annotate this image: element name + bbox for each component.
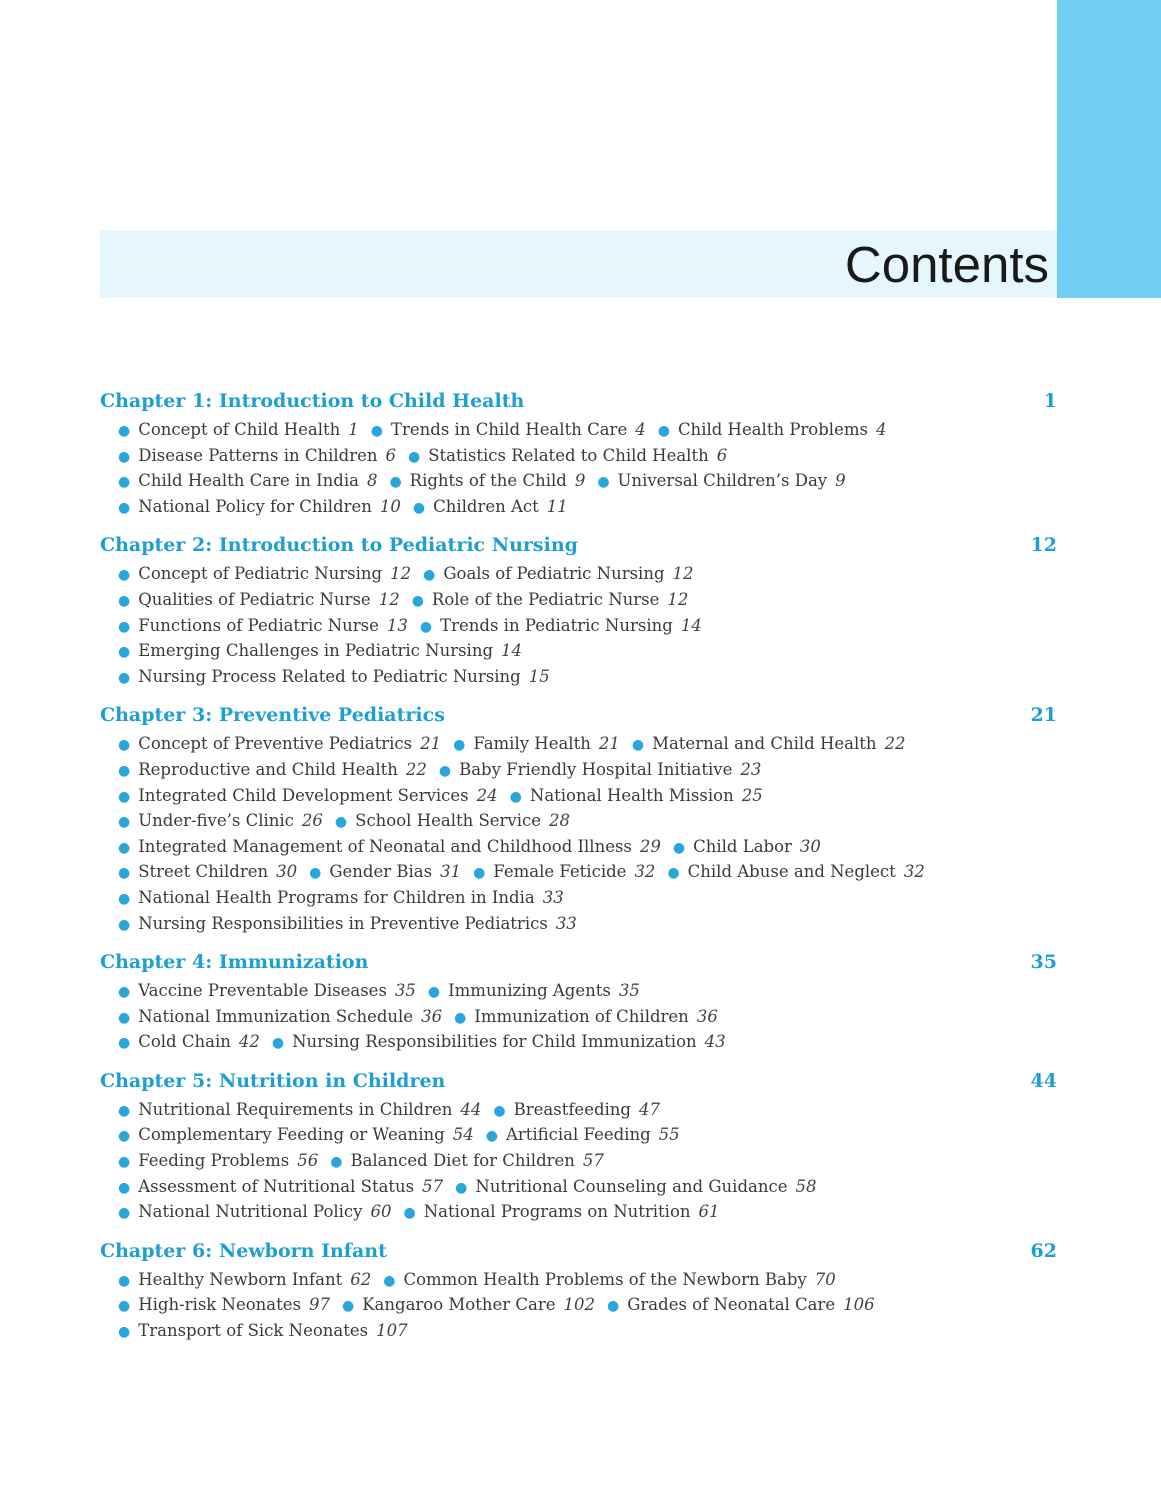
entry-title: Child Abuse and Neglect — [687, 862, 896, 882]
entry-page-number: 44 — [460, 1099, 482, 1119]
toc-entry[interactable] — [118, 641, 522, 660]
toc-entry[interactable] — [118, 1032, 260, 1051]
bullet-icon: ● — [118, 1205, 131, 1222]
bullet-icon: ● — [118, 916, 131, 933]
toc-line — [118, 860, 1057, 886]
chapter-title: Chapter 5: Nutrition in Children — [100, 1069, 446, 1092]
toc-entry[interactable] — [585, 471, 845, 490]
entry-title: Female Feticide — [493, 862, 627, 882]
toc-entry[interactable] — [118, 1295, 330, 1314]
bullet-icon: ● — [342, 1298, 355, 1315]
entry-page-number: 36 — [421, 1006, 443, 1026]
entry-page-number: 57 — [422, 1176, 444, 1196]
entry-page-number: 62 — [350, 1269, 372, 1289]
bullet-icon: ● — [118, 592, 131, 609]
entry-title: Integrated Child Development Services — [138, 785, 469, 805]
entry-page-number: 61 — [698, 1202, 720, 1222]
chapter-heading[interactable] — [100, 532, 1057, 558]
bullet-icon: ● — [118, 1298, 131, 1315]
entry-page-number: 28 — [549, 811, 571, 831]
entry-page-number: 70 — [814, 1269, 836, 1289]
entry-page-number: 10 — [379, 496, 401, 516]
entry-page-number: 106 — [843, 1295, 875, 1315]
entry-title: Role of the Pediatric Nurse — [431, 589, 660, 609]
chapter-heading[interactable] — [100, 702, 1057, 728]
section-list — [100, 1264, 1057, 1345]
entry-page-number: 36 — [696, 1006, 718, 1026]
entry-page-number: 13 — [386, 615, 408, 635]
toc-entry[interactable] — [359, 420, 646, 439]
bullet-icon: ● — [631, 737, 645, 754]
toc-line — [118, 562, 1057, 588]
entry-page-number: 58 — [795, 1176, 817, 1196]
bullet-icon: ● — [118, 1009, 131, 1026]
section-list — [100, 728, 1057, 937]
entry-title: Trends in Pediatric Nursing — [440, 615, 673, 635]
toc-entry[interactable] — [118, 590, 400, 609]
toc-entry[interactable] — [443, 1177, 816, 1196]
entry-page-number: 43 — [704, 1032, 726, 1052]
entry-page-number: 31 — [440, 862, 462, 882]
bullet-icon: ● — [438, 762, 452, 779]
entry-page-number: 97 — [309, 1295, 330, 1315]
toc-line — [118, 886, 1057, 912]
entry-title: Common Health Problems of the Newborn Baby — [403, 1269, 807, 1289]
bullet-icon: ● — [118, 788, 131, 805]
toc-entry[interactable] — [323, 811, 570, 830]
entry-page-number: 4 — [635, 420, 646, 439]
bullet-icon: ● — [453, 737, 466, 754]
toc-entry[interactable] — [118, 446, 396, 465]
entry-page-number: 102 — [563, 1295, 596, 1315]
entry-title: National Health Programs for Children in India — [138, 887, 535, 907]
toc-entry[interactable] — [118, 760, 427, 779]
entry-page-number: 60 — [370, 1202, 392, 1222]
chapter-4 — [100, 949, 1057, 1056]
entry-title: Feeding Problems — [138, 1151, 290, 1171]
bullet-icon: ● — [118, 423, 131, 439]
toc-entry[interactable] — [118, 837, 661, 856]
bullet-icon: ● — [455, 1179, 468, 1196]
toc-line — [118, 835, 1057, 861]
toc-line — [118, 732, 1057, 758]
toc-entry[interactable] — [118, 1202, 392, 1221]
chapter-3 — [100, 702, 1057, 937]
chapter-heading[interactable] — [100, 1068, 1057, 1094]
toc-line — [118, 758, 1057, 784]
toc-entry[interactable] — [595, 1295, 875, 1314]
entry-title: Child Health Care in India — [138, 471, 359, 491]
bullet-icon: ● — [118, 890, 131, 907]
toc-line — [118, 418, 1057, 444]
toc-entry[interactable] — [396, 446, 727, 465]
entry-page-number: 26 — [301, 811, 323, 831]
chapter-heading[interactable] — [100, 388, 1057, 414]
entry-page-number: 25 — [741, 785, 763, 805]
toc-entry[interactable] — [118, 564, 411, 583]
toc-entry[interactable] — [427, 760, 762, 779]
entry-page-number: 55 — [658, 1125, 680, 1145]
bullet-icon: ● — [118, 814, 131, 831]
bullet-icon: ● — [118, 762, 131, 779]
toc-entry[interactable] — [416, 981, 640, 1000]
entry-title: Concept of Child Health — [138, 420, 341, 439]
entry-title: Concept of Pediatric Nursing — [138, 564, 383, 584]
chapter-title: Chapter 6: Newborn Infant — [100, 1239, 387, 1262]
toc-entry[interactable] — [118, 420, 359, 439]
entry-title: Maternal and Child Health — [652, 734, 877, 754]
bullet-icon: ● — [403, 1205, 416, 1222]
bullet-icon: ● — [419, 618, 433, 635]
toc-line — [118, 1098, 1057, 1124]
entry-page-number: 12 — [390, 564, 412, 584]
entry-title: Immunization of Children — [474, 1006, 689, 1026]
entry-title: Child Health Problems — [677, 420, 868, 439]
entry-page-number: 11 — [546, 496, 568, 516]
entry-title: Street Children — [138, 862, 269, 882]
bullet-icon: ● — [118, 1324, 131, 1341]
toc-line — [118, 912, 1057, 938]
bullet-icon: ● — [118, 474, 131, 491]
bullet-icon: ● — [607, 1298, 620, 1315]
section-list — [100, 975, 1057, 1056]
toc-line — [118, 979, 1057, 1005]
chapter-page-number: 44 — [1030, 1069, 1057, 1092]
chapter-title: Chapter 3: Preventive Pediatrics — [100, 704, 445, 727]
section-list — [100, 558, 1057, 690]
entry-page-number: 12 — [672, 564, 694, 584]
bullet-icon: ● — [118, 984, 131, 1001]
bullet-icon: ● — [334, 814, 348, 831]
toc-entry[interactable] — [118, 1151, 318, 1170]
bullet-icon: ● — [118, 1179, 131, 1196]
entry-page-number: 54 — [452, 1125, 474, 1145]
entry-title: School Health Service — [355, 811, 542, 831]
toc-entry[interactable] — [118, 1007, 442, 1026]
toc-line — [118, 1319, 1057, 1345]
entry-title: Reproductive and Child Health — [138, 759, 398, 779]
entry-title: Family Health — [473, 734, 591, 754]
entry-page-number: 33 — [555, 913, 577, 933]
section-list — [100, 414, 1057, 520]
entry-title: National Policy for Children — [138, 496, 372, 516]
bullet-icon: ● — [330, 1154, 343, 1171]
toc-line — [118, 614, 1057, 640]
entry-page-number: 29 — [639, 836, 661, 856]
bullet-icon: ● — [485, 1128, 498, 1145]
entry-page-number: 23 — [740, 759, 762, 779]
entry-title: Grades of Neonatal Care — [627, 1295, 836, 1315]
bullet-icon: ● — [118, 1102, 131, 1119]
toc-entry[interactable] — [118, 1125, 474, 1144]
entry-page-number: 35 — [394, 981, 416, 1001]
toc-entry[interactable] — [118, 1177, 443, 1196]
bullet-icon: ● — [118, 865, 131, 882]
bullet-icon: ● — [118, 669, 131, 686]
entry-title: Nursing Responsibilities for Child Immunization — [292, 1032, 697, 1052]
entry-page-number: 57 — [582, 1151, 604, 1171]
entry-title: Complementary Feeding or Weaning — [138, 1125, 445, 1145]
entry-page-number: 32 — [903, 862, 925, 882]
toc-entry[interactable] — [441, 734, 620, 753]
bullet-icon: ● — [118, 567, 131, 584]
toc-line — [118, 495, 1057, 521]
entry-page-number: 47 — [639, 1099, 660, 1119]
bullet-icon: ● — [118, 1154, 131, 1171]
toc-entry[interactable] — [401, 497, 568, 516]
toc-entry[interactable] — [118, 471, 377, 490]
bullet-icon: ● — [383, 1272, 396, 1289]
bullet-icon: ● — [412, 499, 426, 516]
bullet-icon: ● — [509, 788, 522, 805]
entry-page-number: 14 — [680, 615, 702, 635]
chapter-1 — [100, 388, 1057, 520]
toc-line — [118, 1293, 1057, 1319]
entry-page-number: 21 — [598, 734, 620, 754]
bullet-icon: ● — [657, 423, 670, 439]
entry-page-number: 6 — [716, 445, 728, 465]
bullet-icon: ● — [427, 984, 441, 1001]
bullet-icon: ● — [118, 448, 131, 465]
toc-line — [118, 444, 1057, 470]
toc-line — [118, 1149, 1057, 1175]
entry-page-number: 33 — [542, 887, 564, 907]
section-list — [100, 1094, 1057, 1226]
entry-page-number: 15 — [528, 666, 550, 686]
bullet-icon: ● — [118, 1128, 131, 1145]
toc-line — [118, 588, 1057, 614]
entry-title: National Health Mission — [529, 785, 734, 805]
entry-page-number: 4 — [875, 420, 887, 439]
entry-title: Trends in Child Health Care — [391, 420, 628, 439]
bullet-icon: ● — [118, 1272, 131, 1289]
entry-page-number: 1 — [348, 420, 359, 439]
chapter-5 — [100, 1068, 1057, 1226]
entry-page-number: 32 — [634, 862, 656, 882]
entry-page-number: 9 — [835, 471, 846, 491]
entry-title: Assessment of Nutritional Status — [138, 1176, 415, 1196]
toc-line — [118, 809, 1057, 835]
entry-title: Universal Children’s Day — [617, 471, 828, 491]
entry-title: National Immunization Schedule — [138, 1006, 414, 1026]
toc-entry[interactable] — [118, 1321, 408, 1340]
entry-title: Emerging Challenges in Pediatric Nursing — [138, 641, 494, 661]
bullet-icon: ● — [493, 1102, 506, 1119]
entry-title: Qualities of Pediatric Nurse — [138, 589, 371, 609]
toc-line — [118, 1030, 1057, 1056]
toc-entry[interactable] — [118, 811, 323, 830]
chapter-page-number: 62 — [1030, 1239, 1057, 1262]
bullet-icon: ● — [118, 644, 131, 661]
entry-title: Nursing Responsibilities in Preventive Pediatrics — [138, 913, 548, 933]
entry-page-number: 30 — [276, 862, 298, 882]
toc-line — [118, 1175, 1057, 1201]
chapter-title: Chapter 2: Introduction to Pediatric Nursing — [100, 534, 578, 557]
entry-title: Concept of Preventive Pediatrics — [138, 734, 413, 754]
toc-entry[interactable] — [118, 1270, 371, 1289]
entry-title: Cold Chain — [138, 1032, 231, 1052]
entry-title: High-risk Neonates — [138, 1295, 301, 1315]
entry-title: Baby Friendly Hospital Initiative — [459, 759, 733, 779]
bullet-icon: ● — [454, 1009, 467, 1026]
chapter-heading[interactable] — [100, 949, 1057, 975]
toc-entry[interactable] — [118, 616, 408, 635]
entry-page-number: 22 — [405, 759, 427, 779]
toc-entry[interactable] — [297, 862, 461, 881]
chapter-2 — [100, 532, 1057, 690]
bullet-icon: ● — [370, 423, 383, 439]
entry-title: National Programs on Nutrition — [423, 1202, 691, 1222]
toc-line — [118, 1200, 1057, 1226]
entry-page-number: 8 — [366, 471, 378, 491]
entry-page-number: 35 — [618, 981, 640, 1001]
chapter-title: Chapter 1: Introduction to Child Health — [100, 390, 525, 412]
chapter-page-number: 21 — [1030, 704, 1057, 727]
entry-title: National Nutritional Policy — [138, 1202, 363, 1222]
toc-line — [118, 665, 1057, 691]
toc-entry[interactable] — [260, 1032, 726, 1051]
entry-title: Child Labor — [693, 836, 792, 856]
entry-page-number: 56 — [297, 1151, 319, 1171]
toc-entry[interactable] — [655, 862, 924, 881]
chapter-heading[interactable] — [100, 1238, 1057, 1264]
toc-entry[interactable] — [646, 420, 887, 439]
toc-line — [118, 1005, 1057, 1031]
toc-entry[interactable] — [474, 1125, 680, 1144]
bullet-icon: ● — [309, 865, 322, 882]
toc-entry[interactable] — [118, 667, 550, 686]
bullet-icon: ● — [667, 865, 680, 882]
toc-entry[interactable] — [118, 497, 401, 516]
toc-entry[interactable] — [400, 590, 689, 609]
page-title: Contents — [844, 236, 1049, 293]
bullet-icon: ● — [597, 474, 610, 491]
toc-entry[interactable] — [377, 471, 585, 490]
entry-page-number: 42 — [238, 1032, 260, 1052]
toc-entry[interactable] — [118, 734, 441, 753]
chapter-page-number: 12 — [1030, 534, 1057, 557]
chapter-6 — [100, 1238, 1057, 1345]
bullet-icon: ● — [411, 592, 424, 609]
toc-line — [118, 1123, 1057, 1149]
entry-page-number: 21 — [420, 734, 442, 754]
toc-line — [118, 784, 1057, 810]
entry-title: Transport of Sick Neonates — [138, 1321, 369, 1341]
bullet-icon: ● — [389, 474, 402, 491]
entry-title: Nutritional Requirements in Children — [138, 1099, 453, 1119]
entry-title: Vaccine Preventable Diseases — [138, 981, 387, 1001]
bullet-icon: ● — [118, 737, 131, 754]
toc-entry[interactable] — [481, 1100, 660, 1119]
entry-title: Balanced Diet for Children — [350, 1151, 575, 1171]
toc-entry[interactable] — [118, 888, 564, 907]
toc-line — [118, 639, 1057, 665]
entry-title: Integrated Management of Neonatal and Childhood Illness — [138, 836, 632, 856]
bullet-icon: ● — [473, 865, 486, 882]
entry-page-number: 9 — [574, 471, 586, 491]
toc-entry[interactable] — [118, 786, 498, 805]
entry-title: Breastfeeding — [513, 1099, 631, 1119]
entry-title: Nursing Process Related to Pediatric Nursing — [138, 666, 521, 686]
entry-title: Nutritional Counseling and Guidance — [475, 1176, 788, 1196]
toc-line — [118, 469, 1057, 495]
entry-title: Under-five’s Clinic — [138, 811, 294, 831]
bullet-icon: ● — [118, 1035, 131, 1052]
entry-page-number: 12 — [667, 589, 689, 609]
entry-title: Goals of Pediatric Nursing — [443, 564, 665, 584]
toc-entry[interactable] — [620, 734, 906, 753]
entry-title: Children Act — [433, 496, 539, 516]
entry-page-number: 22 — [884, 734, 906, 754]
entry-page-number: 107 — [376, 1321, 408, 1341]
entry-page-number: 6 — [385, 445, 397, 465]
bullet-icon: ● — [118, 499, 131, 516]
toc-entry[interactable] — [408, 616, 702, 635]
entry-title: Statistics Related to Child Health — [428, 445, 709, 465]
toc-entry[interactable] — [392, 1202, 720, 1221]
entry-page-number: 12 — [378, 589, 400, 609]
entry-title: Kangaroo Mother Care — [362, 1295, 556, 1315]
bullet-icon: ● — [423, 567, 436, 584]
toc-entry[interactable] — [411, 564, 693, 583]
entry-title: Healthy Newborn Infant — [138, 1269, 343, 1289]
bullet-icon: ● — [118, 618, 131, 635]
toc-entry[interactable] — [330, 1295, 595, 1314]
entry-title: Rights of the Child — [409, 471, 567, 491]
entry-page-number: 24 — [476, 785, 498, 805]
entry-page-number: 30 — [799, 836, 821, 856]
chapter-title: Chapter 4: Immunization — [100, 951, 369, 974]
toc-entry[interactable] — [498, 786, 763, 805]
toc-entry[interactable] — [118, 1100, 481, 1119]
toc-entry[interactable] — [371, 1270, 836, 1289]
entry-title: Functions of Pediatric Nurse — [138, 615, 379, 635]
entry-page-number: 14 — [501, 641, 523, 661]
toc-entry[interactable] — [461, 862, 655, 881]
toc-entry[interactable] — [118, 914, 577, 933]
bullet-icon: ● — [408, 448, 421, 465]
toc-entry[interactable] — [661, 837, 821, 856]
bullet-icon: ● — [271, 1035, 285, 1052]
entry-title: Disease Patterns in Children — [138, 445, 378, 465]
entry-title: Immunizing Agents — [448, 981, 611, 1001]
entry-title: Gender Bias — [329, 862, 433, 882]
entry-title: Artificial Feeding — [505, 1125, 651, 1145]
toc-entry[interactable] — [318, 1151, 604, 1170]
chapter-page-number: 35 — [1030, 951, 1057, 974]
toc-entry[interactable] — [118, 981, 416, 1000]
toc-entry[interactable] — [442, 1007, 718, 1026]
table-of-contents — [100, 388, 1057, 1357]
side-tab — [1057, 0, 1161, 298]
chapter-page-number: 1 — [1043, 390, 1057, 412]
toc-line — [118, 1268, 1057, 1294]
title-band — [100, 230, 1057, 298]
bullet-icon: ● — [118, 839, 131, 856]
bullet-icon: ● — [672, 839, 686, 856]
toc-entry[interactable] — [118, 862, 297, 881]
